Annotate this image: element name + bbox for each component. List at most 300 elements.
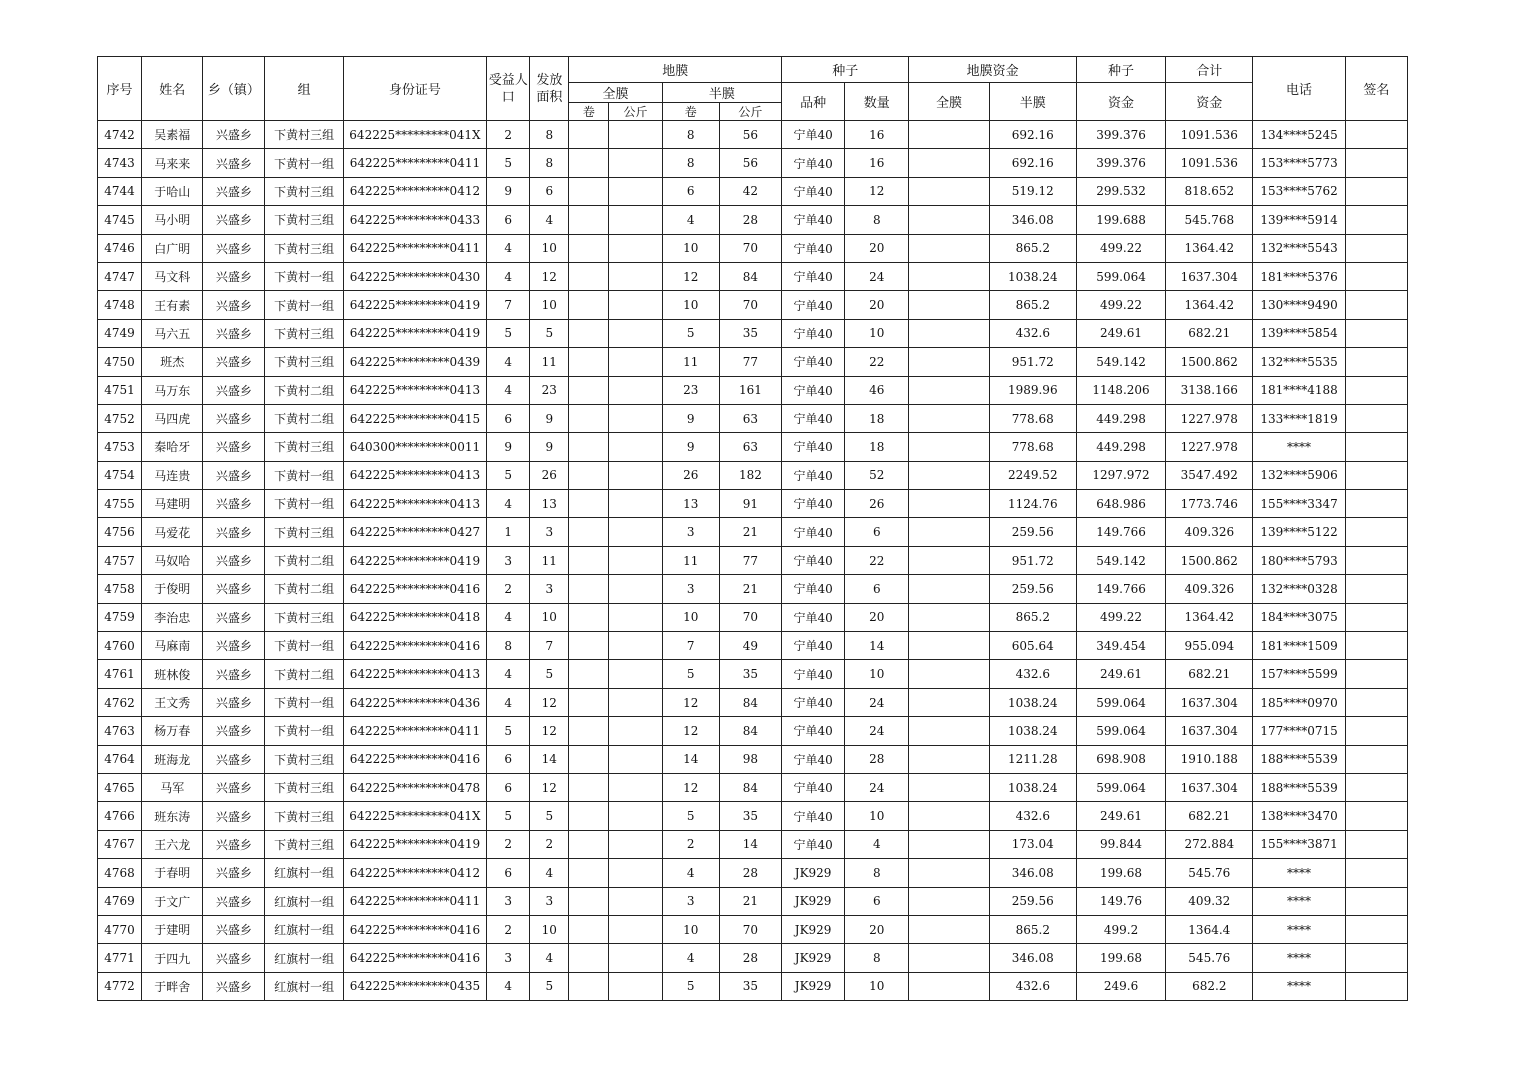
- cell-signature: [1345, 546, 1407, 574]
- cell-variety: 宁单40: [782, 518, 845, 546]
- cell-full-kg: [609, 688, 662, 716]
- cell-funds-half: 1211.28: [989, 745, 1076, 773]
- table-body: [98, 121, 1408, 1001]
- table-row: [98, 433, 1408, 461]
- cell-id-number: 642225*********0416: [343, 745, 486, 773]
- cell-full-rolls: [569, 376, 609, 404]
- cell-name: 马奴哈: [142, 546, 203, 574]
- cell-total: 682.21: [1166, 802, 1253, 830]
- cell-half-rolls: 5: [662, 972, 719, 1000]
- cell-quantity: 10: [845, 319, 909, 347]
- cell-id-number: 642225*********041X: [343, 802, 486, 830]
- cell-signature: [1345, 944, 1407, 972]
- cell-area: 13: [530, 490, 569, 518]
- cell-full-kg: [609, 546, 662, 574]
- cell-full-rolls: [569, 291, 609, 319]
- cell-name: 马连贵: [142, 461, 203, 489]
- cell-half-kg: 35: [719, 802, 781, 830]
- cell-area: 5: [530, 802, 569, 830]
- cell-id-number: 642225*********0418: [343, 603, 486, 631]
- cell-funds-half: 432.6: [989, 972, 1076, 1000]
- cell-id-number: 642225*********0436: [343, 688, 486, 716]
- cell-full-rolls: [569, 461, 609, 489]
- table-row: [98, 915, 1408, 943]
- cell-half-kg: 84: [719, 773, 781, 801]
- cell-seq: 4749: [98, 319, 142, 347]
- cell-signature: [1345, 348, 1407, 376]
- cell-signature: [1345, 461, 1407, 489]
- cell-group: 下黄村一组: [265, 262, 343, 290]
- cell-total: 1500.862: [1166, 546, 1253, 574]
- cell-town: 兴盛乡: [203, 632, 265, 660]
- cell-total: 1637.304: [1166, 262, 1253, 290]
- cell-full-kg: [609, 121, 662, 149]
- cell-name: 于文广: [142, 887, 203, 915]
- cell-total: 1637.304: [1166, 773, 1253, 801]
- cell-half-kg: 91: [719, 490, 781, 518]
- cell-total: 1364.42: [1166, 234, 1253, 262]
- cell-id-number: 642225*********0411: [343, 234, 486, 262]
- cell-name: 王文秀: [142, 688, 203, 716]
- cell-seed-funds: 349.454: [1076, 632, 1165, 660]
- cell-half-rolls: 26: [662, 461, 719, 489]
- cell-beneficiaries: 8: [487, 632, 530, 660]
- cell-town: 兴盛乡: [203, 177, 265, 205]
- cell-quantity: 4: [845, 830, 909, 858]
- table-row: [98, 688, 1408, 716]
- cell-half-kg: 70: [719, 603, 781, 631]
- cell-id-number: 642225*********0411: [343, 887, 486, 915]
- cell-seq: 4771: [98, 944, 142, 972]
- cell-half-kg: 28: [719, 206, 781, 234]
- cell-seed-funds: 249.6: [1076, 972, 1165, 1000]
- header-seq: 序号: [98, 57, 142, 121]
- cell-half-kg: 49: [719, 632, 781, 660]
- cell-name: 吴素福: [142, 121, 203, 149]
- cell-funds-half: 259.56: [989, 575, 1076, 603]
- cell-group: 下黄村二组: [265, 404, 343, 432]
- header-group: 组: [265, 57, 343, 121]
- cell-funds-half: 692.16: [989, 149, 1076, 177]
- cell-half-kg: 70: [719, 234, 781, 262]
- cell-variety: 宁单40: [782, 319, 845, 347]
- cell-seq: 4760: [98, 632, 142, 660]
- cell-beneficiaries: 4: [487, 603, 530, 631]
- cell-area: 9: [530, 404, 569, 432]
- header-total-bottom: 资金: [1166, 83, 1253, 121]
- table-row: [98, 632, 1408, 660]
- cell-id-number: 642225*********0416: [343, 632, 486, 660]
- header-half-film: 半膜: [662, 83, 781, 103]
- cell-quantity: 8: [845, 859, 909, 887]
- cell-full-rolls: [569, 234, 609, 262]
- cell-name: 马麻南: [142, 632, 203, 660]
- cell-phone: 132****0328: [1253, 575, 1345, 603]
- cell-town: 兴盛乡: [203, 518, 265, 546]
- cell-full-rolls: [569, 915, 609, 943]
- cell-seed-funds: 449.298: [1076, 404, 1165, 432]
- cell-half-rolls: 13: [662, 490, 719, 518]
- cell-funds-half: 1038.24: [989, 688, 1076, 716]
- cell-town: 兴盛乡: [203, 603, 265, 631]
- cell-phone: 153****5762: [1253, 177, 1345, 205]
- cell-area: 4: [530, 206, 569, 234]
- cell-full-kg: [609, 859, 662, 887]
- header-funds-full: 全膜: [909, 83, 989, 121]
- cell-phone: 177****0715: [1253, 717, 1345, 745]
- cell-funds-half: 951.72: [989, 348, 1076, 376]
- cell-full-rolls: [569, 660, 609, 688]
- cell-group: 下黄村一组: [265, 632, 343, 660]
- cell-full-kg: [609, 575, 662, 603]
- cell-full-rolls: [569, 404, 609, 432]
- header-seed: 种子: [782, 57, 909, 83]
- cell-funds-half: 1038.24: [989, 717, 1076, 745]
- cell-seed-funds: 299.532: [1076, 177, 1165, 205]
- cell-seq: 4754: [98, 461, 142, 489]
- cell-funds-half: 519.12: [989, 177, 1076, 205]
- cell-area: 8: [530, 121, 569, 149]
- cell-seq: 4746: [98, 234, 142, 262]
- cell-variety: 宁单40: [782, 206, 845, 234]
- cell-town: 兴盛乡: [203, 972, 265, 1000]
- cell-seed-funds: 199.688: [1076, 206, 1165, 234]
- cell-area: 12: [530, 688, 569, 716]
- cell-area: 2: [530, 830, 569, 858]
- cell-signature: [1345, 575, 1407, 603]
- cell-area: 5: [530, 660, 569, 688]
- cell-quantity: 14: [845, 632, 909, 660]
- cell-half-kg: 35: [719, 972, 781, 1000]
- header-full-rolls: 卷: [569, 103, 609, 121]
- cell-seed-funds: 698.908: [1076, 745, 1165, 773]
- cell-seed-funds: 149.766: [1076, 518, 1165, 546]
- table-header: [98, 57, 1408, 121]
- cell-half-kg: 70: [719, 915, 781, 943]
- cell-area: 6: [530, 177, 569, 205]
- cell-funds-full: [909, 546, 989, 574]
- cell-funds-full: [909, 262, 989, 290]
- cell-seed-funds: 1297.972: [1076, 461, 1165, 489]
- cell-id-number: 642225*********0411: [343, 149, 486, 177]
- cell-group: 红旗村一组: [265, 915, 343, 943]
- cell-variety: 宁单40: [782, 632, 845, 660]
- cell-funds-half: 259.56: [989, 518, 1076, 546]
- cell-funds-half: 865.2: [989, 915, 1076, 943]
- cell-seq: 4751: [98, 376, 142, 404]
- cell-group: 下黄村三组: [265, 433, 343, 461]
- header-film: 地膜: [569, 57, 782, 83]
- cell-total: 1637.304: [1166, 688, 1253, 716]
- cell-half-rolls: 12: [662, 262, 719, 290]
- cell-name: 马来来: [142, 149, 203, 177]
- cell-full-rolls: [569, 177, 609, 205]
- cell-area: 5: [530, 319, 569, 347]
- cell-quantity: 24: [845, 717, 909, 745]
- cell-total: 1091.536: [1166, 149, 1253, 177]
- cell-half-kg: 56: [719, 149, 781, 177]
- cell-group: 下黄村三组: [265, 319, 343, 347]
- cell-phone: ****: [1253, 972, 1345, 1000]
- table-row: [98, 575, 1408, 603]
- cell-full-rolls: [569, 688, 609, 716]
- cell-full-kg: [609, 887, 662, 915]
- cell-seq: 4769: [98, 887, 142, 915]
- cell-area: 8: [530, 149, 569, 177]
- cell-phone: 153****5773: [1253, 149, 1345, 177]
- cell-signature: [1345, 490, 1407, 518]
- cell-half-rolls: 9: [662, 404, 719, 432]
- cell-area: 4: [530, 944, 569, 972]
- cell-area: 4: [530, 859, 569, 887]
- cell-beneficiaries: 4: [487, 688, 530, 716]
- cell-seq: 4745: [98, 206, 142, 234]
- cell-phone: 188****5539: [1253, 745, 1345, 773]
- cell-full-kg: [609, 632, 662, 660]
- cell-signature: [1345, 887, 1407, 915]
- cell-funds-half: 432.6: [989, 660, 1076, 688]
- cell-beneficiaries: 3: [487, 944, 530, 972]
- cell-name: 马军: [142, 773, 203, 801]
- cell-full-rolls: [569, 433, 609, 461]
- cell-beneficiaries: 2: [487, 915, 530, 943]
- cell-quantity: 12: [845, 177, 909, 205]
- table-row: [98, 149, 1408, 177]
- cell-seq: 4761: [98, 660, 142, 688]
- table-row: [98, 546, 1408, 574]
- cell-funds-full: [909, 773, 989, 801]
- cell-phone: 157****5599: [1253, 660, 1345, 688]
- cell-town: 兴盛乡: [203, 802, 265, 830]
- cell-half-rolls: 5: [662, 660, 719, 688]
- cell-town: 兴盛乡: [203, 490, 265, 518]
- cell-phone: 132****5906: [1253, 461, 1345, 489]
- cell-seed-funds: 499.22: [1076, 603, 1165, 631]
- cell-quantity: 6: [845, 575, 909, 603]
- cell-beneficiaries: 4: [487, 262, 530, 290]
- cell-half-kg: 77: [719, 546, 781, 574]
- cell-id-number: 642225*********0412: [343, 177, 486, 205]
- cell-half-kg: 63: [719, 404, 781, 432]
- cell-seq: 4744: [98, 177, 142, 205]
- cell-variety: JK929: [782, 859, 845, 887]
- cell-half-kg: 28: [719, 944, 781, 972]
- cell-half-rolls: 2: [662, 830, 719, 858]
- cell-full-rolls: [569, 859, 609, 887]
- cell-full-kg: [609, 745, 662, 773]
- cell-signature: [1345, 802, 1407, 830]
- cell-seed-funds: 399.376: [1076, 121, 1165, 149]
- cell-phone: 155****3871: [1253, 830, 1345, 858]
- cell-full-rolls: [569, 830, 609, 858]
- cell-phone: 130****9490: [1253, 291, 1345, 319]
- cell-funds-full: [909, 944, 989, 972]
- cell-half-rolls: 23: [662, 376, 719, 404]
- cell-town: 兴盛乡: [203, 944, 265, 972]
- cell-quantity: 22: [845, 546, 909, 574]
- table-row: [98, 944, 1408, 972]
- cell-half-kg: 77: [719, 348, 781, 376]
- cell-id-number: 642225*********041X: [343, 121, 486, 149]
- cell-quantity: 26: [845, 490, 909, 518]
- cell-seq: 4767: [98, 830, 142, 858]
- cell-full-rolls: [569, 717, 609, 745]
- cell-full-kg: [609, 972, 662, 1000]
- cell-beneficiaries: 3: [487, 546, 530, 574]
- cell-beneficiaries: 9: [487, 177, 530, 205]
- cell-half-kg: 21: [719, 518, 781, 546]
- cell-signature: [1345, 234, 1407, 262]
- cell-full-kg: [609, 660, 662, 688]
- cell-variety: JK929: [782, 915, 845, 943]
- cell-total: 1637.304: [1166, 717, 1253, 745]
- cell-quantity: 8: [845, 206, 909, 234]
- cell-phone: ****: [1253, 433, 1345, 461]
- cell-variety: 宁单40: [782, 575, 845, 603]
- cell-variety: 宁单40: [782, 660, 845, 688]
- cell-half-rolls: 4: [662, 206, 719, 234]
- cell-signature: [1345, 177, 1407, 205]
- cell-group: 红旗村一组: [265, 887, 343, 915]
- cell-variety: 宁单40: [782, 830, 845, 858]
- cell-group: 红旗村一组: [265, 972, 343, 1000]
- cell-seq: 4753: [98, 433, 142, 461]
- cell-full-rolls: [569, 575, 609, 603]
- cell-phone: 155****3347: [1253, 490, 1345, 518]
- cell-funds-half: 605.64: [989, 632, 1076, 660]
- cell-town: 兴盛乡: [203, 206, 265, 234]
- cell-seq: 4747: [98, 262, 142, 290]
- cell-funds-half: 1038.24: [989, 773, 1076, 801]
- table-row: [98, 376, 1408, 404]
- cell-half-rolls: 5: [662, 802, 719, 830]
- cell-seed-funds: 499.22: [1076, 291, 1165, 319]
- table-row: [98, 802, 1408, 830]
- cell-funds-half: 432.6: [989, 802, 1076, 830]
- cell-name: 马建明: [142, 490, 203, 518]
- cell-total: 818.652: [1166, 177, 1253, 205]
- cell-signature: [1345, 262, 1407, 290]
- cell-total: 1773.746: [1166, 490, 1253, 518]
- cell-total: 682.21: [1166, 319, 1253, 347]
- cell-signature: [1345, 773, 1407, 801]
- cell-id-number: 642225*********0411: [343, 717, 486, 745]
- cell-total: 545.76: [1166, 859, 1253, 887]
- cell-phone: 181****4188: [1253, 376, 1345, 404]
- cell-group: 下黄村三组: [265, 773, 343, 801]
- cell-funds-full: [909, 206, 989, 234]
- cell-name: 班东涛: [142, 802, 203, 830]
- cell-signature: [1345, 149, 1407, 177]
- table-row: [98, 830, 1408, 858]
- header-name: 姓名: [142, 57, 203, 121]
- table-row: [98, 745, 1408, 773]
- cell-name: 马文科: [142, 262, 203, 290]
- cell-group: 下黄村一组: [265, 688, 343, 716]
- cell-half-rolls: 6: [662, 177, 719, 205]
- cell-quantity: 22: [845, 348, 909, 376]
- cell-area: 10: [530, 234, 569, 262]
- cell-funds-half: 1989.96: [989, 376, 1076, 404]
- cell-beneficiaries: 4: [487, 376, 530, 404]
- cell-full-kg: [609, 177, 662, 205]
- header-seed-funds-bottom: 资金: [1076, 83, 1165, 121]
- cell-half-rolls: 5: [662, 319, 719, 347]
- cell-seed-funds: 249.61: [1076, 319, 1165, 347]
- cell-town: 兴盛乡: [203, 887, 265, 915]
- cell-phone: ****: [1253, 915, 1345, 943]
- cell-full-rolls: [569, 121, 609, 149]
- header-area: 发放面积: [530, 57, 569, 121]
- cell-town: 兴盛乡: [203, 461, 265, 489]
- header-total-top: 合计: [1166, 57, 1253, 83]
- cell-funds-full: [909, 149, 989, 177]
- table-row: [98, 717, 1408, 745]
- table-row: [98, 773, 1408, 801]
- cell-quantity: 16: [845, 121, 909, 149]
- cell-funds-full: [909, 291, 989, 319]
- cell-half-rolls: 11: [662, 546, 719, 574]
- cell-area: 7: [530, 632, 569, 660]
- cell-funds-full: [909, 745, 989, 773]
- cell-beneficiaries: 6: [487, 773, 530, 801]
- cell-group: 下黄村三组: [265, 802, 343, 830]
- cell-full-kg: [609, 234, 662, 262]
- cell-funds-half: 1038.24: [989, 262, 1076, 290]
- cell-half-rolls: 7: [662, 632, 719, 660]
- cell-town: 兴盛乡: [203, 404, 265, 432]
- cell-half-kg: 21: [719, 575, 781, 603]
- header-half-rolls: 卷: [662, 103, 719, 121]
- cell-half-kg: 56: [719, 121, 781, 149]
- cell-full-kg: [609, 461, 662, 489]
- cell-signature: [1345, 745, 1407, 773]
- cell-funds-full: [909, 518, 989, 546]
- cell-half-rolls: 4: [662, 859, 719, 887]
- cell-quantity: 24: [845, 773, 909, 801]
- cell-funds-full: [909, 660, 989, 688]
- cell-area: 3: [530, 518, 569, 546]
- cell-funds-full: [909, 802, 989, 830]
- cell-name: 秦哈牙: [142, 433, 203, 461]
- cell-area: 11: [530, 546, 569, 574]
- cell-funds-full: [909, 461, 989, 489]
- cell-group: 下黄村一组: [265, 717, 343, 745]
- cell-quantity: 28: [845, 745, 909, 773]
- cell-beneficiaries: 5: [487, 802, 530, 830]
- cell-seed-funds: 599.064: [1076, 262, 1165, 290]
- cell-quantity: 46: [845, 376, 909, 404]
- cell-full-kg: [609, 291, 662, 319]
- cell-beneficiaries: 9: [487, 433, 530, 461]
- cell-variety: 宁单40: [782, 121, 845, 149]
- cell-group: 下黄村三组: [265, 745, 343, 773]
- cell-signature: [1345, 972, 1407, 1000]
- cell-seq: 4750: [98, 348, 142, 376]
- cell-full-rolls: [569, 546, 609, 574]
- cell-seed-funds: 199.68: [1076, 944, 1165, 972]
- cell-signature: [1345, 688, 1407, 716]
- table-row: [98, 121, 1408, 149]
- cell-beneficiaries: 4: [487, 348, 530, 376]
- cell-full-kg: [609, 915, 662, 943]
- cell-half-rolls: 9: [662, 433, 719, 461]
- cell-variety: 宁单40: [782, 773, 845, 801]
- cell-phone: 180****5793: [1253, 546, 1345, 574]
- cell-phone: ****: [1253, 859, 1345, 887]
- cell-half-rolls: 10: [662, 291, 719, 319]
- cell-phone: 184****3075: [1253, 603, 1345, 631]
